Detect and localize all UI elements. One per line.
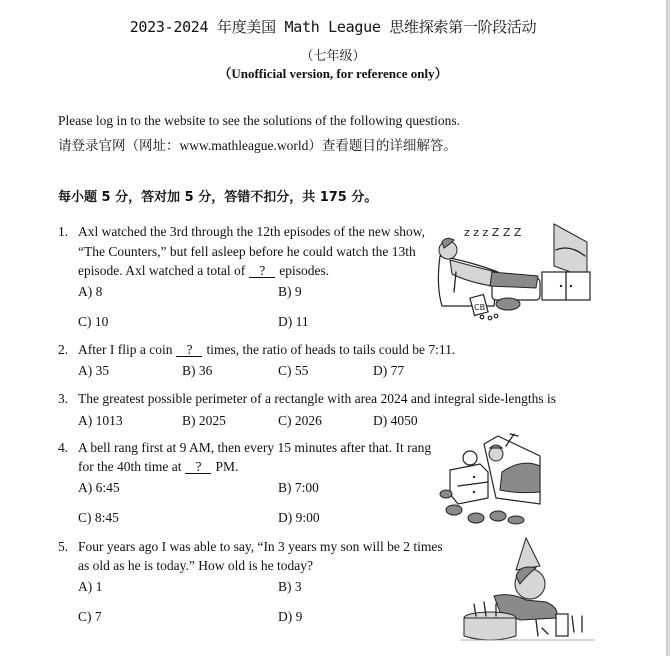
option-b[interactable]: B) 2025 [182,413,226,428]
question-number: 5. [58,539,69,554]
question-text-line [78,261,329,281]
smashed-alarm-clocks-bed-icon [436,432,548,528]
question-text: After I flip a coin [78,342,173,357]
question-text-line [78,457,238,477]
intro-chinese: 请登录官网（网址：www.mathleague.world）查看题目的详细解答。 [58,138,457,153]
question-number: 4. [58,440,69,455]
svg-text:z z z Z Z Z: z z z Z Z Z [464,226,522,239]
alarm-clock [463,451,477,465]
svg-text:CB: CB [474,303,486,312]
question-text: for the 40th time at [78,459,182,474]
question-text-line: “The Counters,” but fell asleep before he could watch the 13th [78,244,416,259]
option-b[interactable]: B) 9 [278,284,302,299]
birthday-cake [464,618,516,640]
intro-english: Please log in to the website to see the solutions of the following questions. [58,113,460,128]
glass [556,614,568,636]
question-number: 3. [58,391,69,406]
option-d[interactable]: D) 11 [278,314,309,329]
question-text-line [78,340,455,360]
question-number: 2. [58,342,69,357]
option-a[interactable]: A) 6:45 [78,480,120,495]
disclaimer: （Unofficial version, for reference only） [218,66,448,81]
question-text: PM. [215,459,239,474]
question-number: 1. [58,224,69,239]
option-a[interactable]: A) 1013 [78,413,123,428]
page-title: 2023-2024 年度美国 Math League 思维探索第一阶段活动 [129,18,537,36]
option-d[interactable]: D) 9:00 [278,510,320,525]
question-text: episodes. [279,263,330,278]
question-text-line: Axl watched the 3rd through the 12th episodes of the new show, [78,224,426,239]
option-c[interactable]: C) 7 [78,609,102,624]
option-c[interactable]: C) 8:45 [78,510,119,525]
option-c[interactable]: C) 10 [78,314,109,329]
answer-blank: ? [185,460,211,474]
party-hat [516,538,540,570]
boy-party-hat-birthday-cake-icon [460,536,595,646]
option-a[interactable]: A) 35 [78,363,110,378]
answer-blank: ? [176,343,202,357]
question-text: times, the ratio of heads to tails could be 7:11. [206,342,456,357]
question-text-line: Four years ago I was able to say, “In 3 years my son will be 2 times [78,539,443,554]
question-text-line: as old as he is today.” How old is he today? [78,558,313,573]
question-text-line: The greatest possible perimeter of a rectangle with area 2024 and integral side-lengths is [78,391,556,406]
option-a[interactable]: A) 1 [78,579,103,594]
option-b[interactable]: B) 3 [278,579,302,594]
option-d[interactable]: D) 9 [278,609,303,624]
answer-blank: ? [249,264,275,278]
option-c[interactable]: C) 2026 [278,413,322,428]
question-text-line: A bell rang first at 9 AM, then every 15 minutes after that. It rang [78,440,432,455]
grade-subtitle: （七年级） [300,48,366,63]
scoring-rules: 每小题 5 分，答对加 5 分，答错不扣分，共 175 分。 [58,190,378,205]
option-b[interactable]: B) 36 [182,363,213,378]
question-text: episode. Axl watched a total of [78,263,246,278]
option-a[interactable]: A) 8 [78,284,103,299]
window-edge-scrollbar[interactable] [666,0,670,656]
tv-screen [554,224,587,278]
man-asleep-in-front-of-tv-icon [432,216,592,322]
option-d[interactable]: D) 4050 [373,413,418,428]
option-b[interactable]: B) 7:00 [278,480,319,495]
option-d[interactable]: D) 77 [373,363,405,378]
option-c[interactable]: C) 55 [278,363,309,378]
